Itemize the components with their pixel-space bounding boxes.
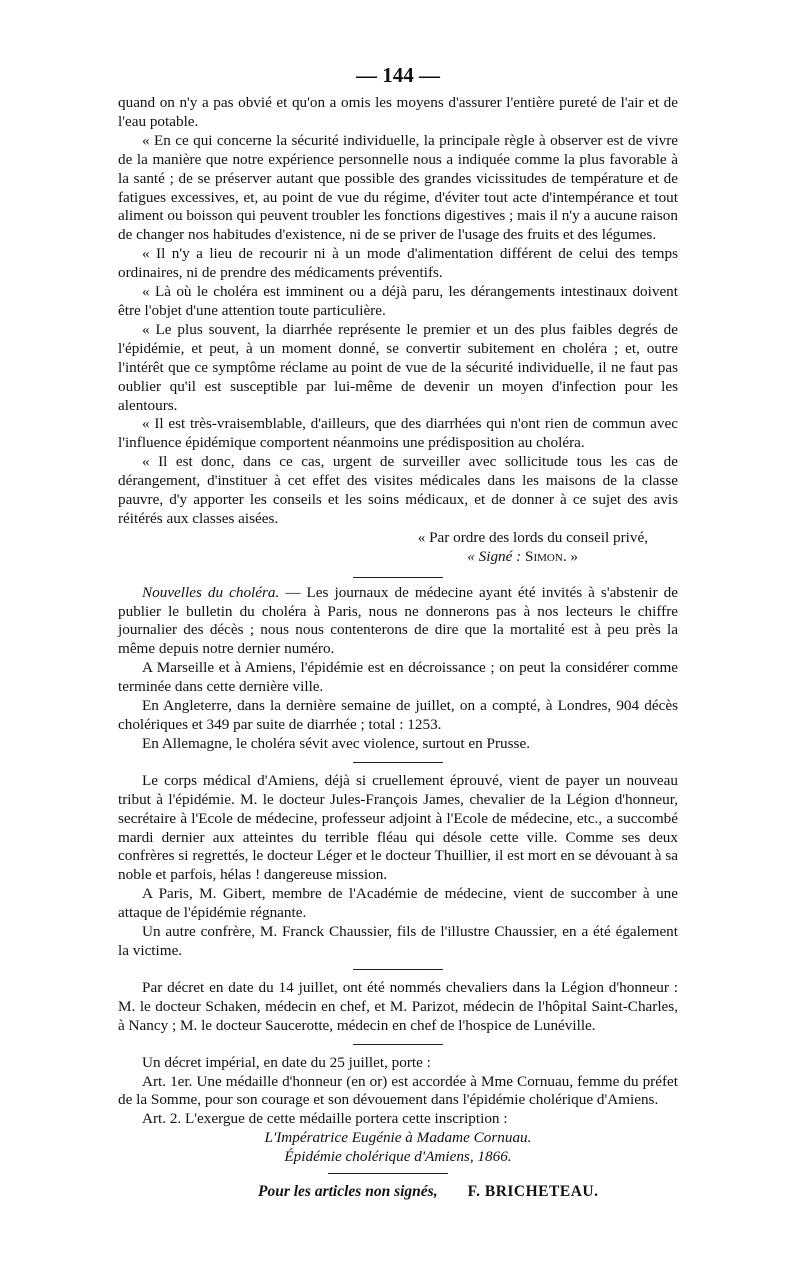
paragraph: En Allemagne, le choléra sévit avec violence, surtout en Prusse. xyxy=(142,734,530,752)
signature-label: « Signé : xyxy=(467,547,526,565)
paragraph: « Il est donc, dans ce cas, urgent de surveiller avec sollicitude tous les cas de dérangement, d'instituer à cet effet des visites médicales dans les maisons de la classe pauvre, d'y apporter les conseils et les soins médicaux, et de donner à ce sujet des avis réitérés aux classes aisées. xyxy=(118,453,678,527)
paragraph: « Il est très-vraisemblable, d'ailleurs, que des diarrhées qui n'ont rien de commun avec l'influence épidémique comportent néanmoins une prédisposition au choléra. xyxy=(118,415,678,452)
page-number: — 144 — xyxy=(356,63,440,87)
footer-left: Pour les articles non signés, xyxy=(258,1183,438,1201)
footer-signature: F. BRICHETEAU. xyxy=(467,1183,599,1201)
paragraph: « Le plus souvent, la diarrhée représente le premier et un des plus faibles degrés de l'épidémie, et peut, à un moment donné, se convertir subitement en choléra ; et, outre l'intérêt que ce symptôme réclame au point de vue de la sécurité individuelle, il ne faut pas oublier qu'il est susceptible par lui-même de devenir un moyen d'infection pour les alentours. xyxy=(118,320,678,414)
section-divider xyxy=(353,762,443,763)
inscription-line: Épidémie cholérique d'Amiens, 1866. xyxy=(284,1148,512,1166)
paragraph: Art. 1er. Une médaille d'honneur (en or) est accordée à Mme Cornuau, femme du préfet de la Somme, pour son courage et son dévouement dans l'épidémie cholérique d'Amiens. xyxy=(118,1072,678,1109)
paragraph: A Paris, M. Gibert, membre de l'Académie de médecine, vient de succomber à une attaque de l'épidémie régnante. xyxy=(118,885,678,922)
section-divider xyxy=(353,577,443,578)
text-column xyxy=(118,62,678,1202)
paragraph: Un décret impérial, en date du 25 juillet, porte : xyxy=(142,1053,431,1071)
signature-line-2 xyxy=(118,548,678,567)
paragraph: « Il n'y a lieu de recourir ni à un mode d'alimentation différent de celui des temps ordinaires, ni de prendre des médicaments préventifs. xyxy=(118,245,678,282)
paragraph: En Angleterre, dans la dernière semaine de juillet, on a compté, à Londres, 904 décès cholériques et 349 par suite de diarrhée ; total : 1253. xyxy=(118,697,678,733)
paragraph xyxy=(118,584,678,660)
section-divider xyxy=(353,969,443,970)
paragraph: A Marseille et à Amiens, l'épidémie est en décroissance ; on peut la considérer comme terminée dans cette dernière ville. xyxy=(118,659,678,696)
signature-line-1: « Par ordre des lords du conseil privé, xyxy=(417,528,648,546)
paragraph: « En ce qui concerne la sécurité individuelle, la principale règle à observer est de vivre de la manière que notre expérience personnelle nous a indiquée comme la plus favorable à la santé ; de se préserver autant que possible des grandes vicissitudes de température et de fatigues excessives, et, au point de vue du régime, d'éviter tout acte d'intempérance et tout aliment ou boisson qui peuvent troubler les fonctions digestives ; mais il n'y a aucune raison de changer nos habitudes d'existence, ni de se priver de l'usage des fruits et des légumes. xyxy=(118,131,678,244)
paragraph: Art. 2. L'exergue de cette médaille portera cette inscription : xyxy=(142,1110,508,1128)
section-divider xyxy=(353,1044,443,1045)
signature-end: . » xyxy=(562,547,578,565)
paragraph: Par décret en date du 14 juillet, ont été nommés chevaliers dans la Légion d'honneur : M. le docteur Schaken, médecin en chef, et M. Parizot, médecin de l'hôpital Saint-Charles, à Nancy ; M. le docteur Saucerotte, médecin en chef de l'hospice de Lunéville. xyxy=(118,978,678,1034)
paragraph: Un autre confrère, M. Franck Chaussier, fils de l'illustre Chaussier, en a été également la victime. xyxy=(118,923,678,959)
paragraph: « Là où le choléra est imminent ou a déjà paru, les dérangements intestinaux doivent être l'objet d'une attention toute particulière. xyxy=(118,283,678,319)
section-divider xyxy=(328,1173,448,1174)
paragraph-text: — Les journaux de médecine ayant été invités à s'abstenir de publier le bulletin du choléra à Paris, nous ne donnerons pas à nos lecteurs le chiffre journalier des décès ; nous nous contenterons de dire que la mortalité est à peu près la même depuis notre dernier numéro. xyxy=(118,583,678,658)
paragraph: Le corps médical d'Amiens, déjà si cruellement éprouvé, vient de payer un nouveau tribut à l'épidémie. M. le docteur Jules-François James, chevalier de la Légion d'honneur, secrétaire à l'Ecole de médecine, professeur adjoint à l'Ecole de médecine, etc., a succombé mardi dernier aux atteintes du terrible fléau qui désole cette ville. Comme ses deux confrères si regrettés, le docteur Léger et le docteur Thuillier, il est mort en se dévouant à sa noble et parfois, hélas ! dangereuse mission. xyxy=(118,771,678,884)
paragraph: quand on n'y a pas obvié et qu'on a omis les moyens d'assurer l'entière pureté de l'air et de l'eau potable. xyxy=(118,94,678,130)
inscription-line: L'Impératrice Eugénie à Madame Cornuau. xyxy=(264,1129,532,1147)
signature-name: Simon xyxy=(525,547,563,565)
section-title: Nouvelles du choléra. xyxy=(142,583,280,601)
footer-line xyxy=(118,1182,678,1202)
